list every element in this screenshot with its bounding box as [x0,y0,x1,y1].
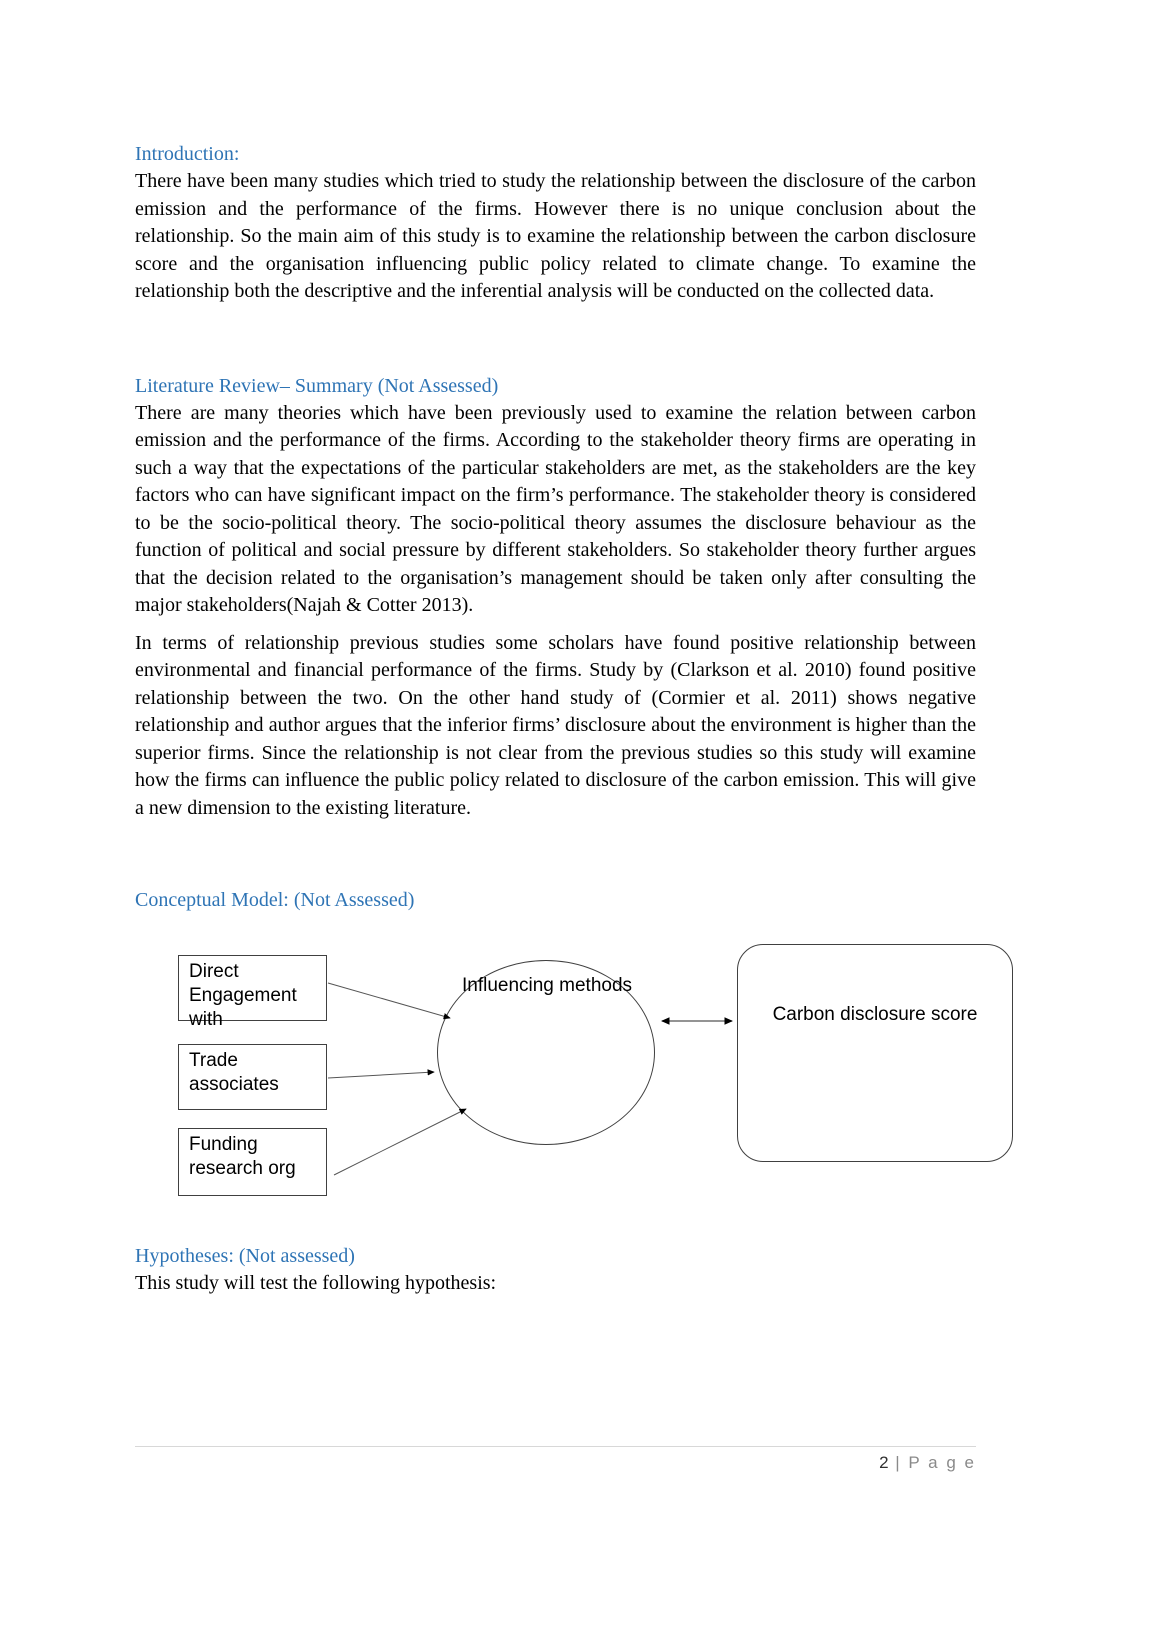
introduction-paragraph: There have been many studies which tried to study the relationship between the disclosure of the carbon emission and the performance of the firms. However there is no unique conclusion about the relationship. So the main aim of this study is to examine the relationship between the carbon disclosure score and the organisation influencing public policy related to climate change. To examine the relationship both the descriptive and the inferential analysis will be conducted on the collected data. [135,170,976,302]
diagram-box-funding-research [178,1128,327,1196]
hypotheses-heading: Hypotheses: (Not assessed) [135,1245,355,1267]
literature-paragraph-2: In terms of relationship previous studies some scholars have found positive relationship between environmental and financial performance of the firms. Study by (Clarkson et al. 2010) found positive relationship between the two. On the other hand study of (Cormier et al. 2011) shows negative relationship and author argues that the inferior firms’ disclosure about the environment is higher than the superior firms. Since the relationship is not clear from the previous studies so this study will examine how the firms can influence the public policy related to disclosure of the carbon emission. This will give a new dimension to the existing literature. [135,631,976,819]
diagram-box-direct-engagement [178,955,327,1030]
footer-page-label: | P a g e [895,1453,976,1472]
document-content [135,140,976,1298]
arrow-trade-associates-to-ellipse [328,1072,434,1078]
diagram-box-label: Trade associates [189,1050,279,1095]
literature-review-heading: Literature Review– Summary (Not Assessed) [135,374,499,397]
arrow-funding-research-to-ellipse [334,1109,466,1175]
diagram-box-label: Funding research org [189,1134,296,1179]
conceptual-model-heading: Conceptual Model: (Not Assessed) [135,889,415,911]
diagram-ellipse-label: Influencing methods [461,975,633,996]
diagram-box-carbon-disclosure-score [737,944,1013,1162]
hypotheses-paragraph: This study will test the following hypothesis: [135,1272,497,1294]
introduction-heading: Introduction: [135,143,240,165]
diagram-box-label: Direct Engagement with [189,961,297,1030]
footer-page-number: 2 [879,1453,891,1472]
diagram-box-trade-associates [178,1044,327,1110]
page-footer [135,1446,976,1473]
literature-paragraph-1: There are many theories which have been previously used to examine the relation between carbon emission and the performance of the firms. According to the stakeholder theory firms are operating in such a way that the expectations of the particular stakeholders are met, as the stakeholders are the key factors who can have significant impact on the firm’s performance. The stakeholder theory is considered to be the socio-political theory. The socio-political theory assumes the disclosure behaviour as the function of political and social pressure by different stakeholders. So stakeholder theory further argues that the decision related to the organisation’s management should be taken only after consulting the major stakeholders(Najah & Cotter 2013). [135,401,976,616]
diagram-result-label: Carbon disclosure score [772,1004,978,1025]
conceptual-model-diagram [0,938,1158,1206]
